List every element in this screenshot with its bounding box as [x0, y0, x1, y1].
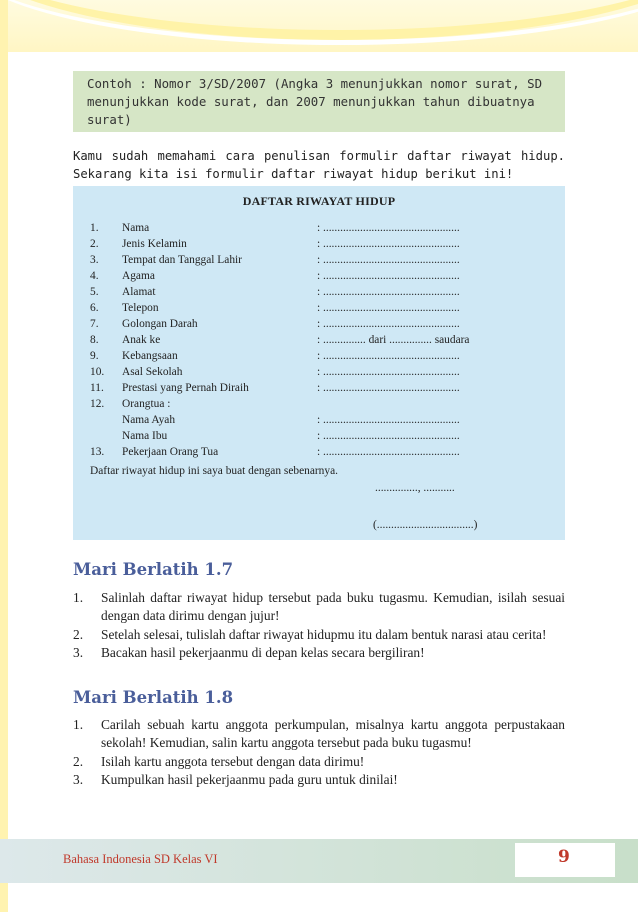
- form-row: [73, 350, 565, 366]
- form-signature-line: (..................................): [373, 519, 478, 531]
- section-heading-1-8: Mari Berlatih 1.8: [73, 688, 234, 707]
- row-value: : ................................................: [317, 222, 460, 234]
- row-number: 10.: [90, 366, 105, 378]
- row-label: Nama Ibu: [122, 430, 168, 442]
- row-value: : ................................................: [317, 318, 460, 330]
- form-row: [73, 254, 565, 270]
- row-value: : ................................................: [317, 382, 460, 394]
- row-number: 11.: [90, 382, 104, 394]
- row-value: : ................................................: [317, 430, 460, 442]
- row-label: Jenis Kelamin: [122, 238, 187, 250]
- form-row: [73, 238, 565, 254]
- exercise-list-1-8: [73, 716, 565, 789]
- list-item: [73, 644, 565, 662]
- decorative-swoosh: [0, 0, 638, 45]
- row-value: : ................................................: [317, 302, 460, 314]
- row-number: 1.: [90, 222, 99, 234]
- row-value: : ................................................: [317, 350, 460, 362]
- row-number: 9.: [90, 350, 99, 362]
- item-text: Salinlah daftar riwayat hidup tersebut pada buku tugasmu. Kemudian, isilah sesuai dengan data dirimu dengan jujur!: [101, 590, 565, 624]
- row-value: : ................................................: [317, 414, 460, 426]
- row-label: Prestasi yang Pernah Diraih: [122, 382, 249, 394]
- row-number: 13.: [90, 446, 105, 458]
- item-number: 3.: [73, 771, 84, 787]
- page-number: 9: [515, 843, 615, 877]
- cv-form: [73, 186, 565, 540]
- list-item: [73, 716, 565, 753]
- row-number: 2.: [90, 238, 99, 250]
- form-statement: Daftar riwayat hidup ini saya buat dengan sebenarnya.: [90, 465, 338, 477]
- form-row: [73, 302, 565, 318]
- row-label: Golongan Darah: [122, 318, 198, 330]
- row-value: : ................................................: [317, 366, 460, 378]
- row-number: 12.: [90, 398, 105, 410]
- row-label: Orangtua :: [122, 398, 171, 410]
- row-label: Telepon: [122, 302, 159, 314]
- form-row: [73, 414, 565, 430]
- form-row: [73, 222, 565, 238]
- item-number: 2.: [73, 753, 84, 769]
- row-number: 5.: [90, 286, 99, 298]
- row-number: 8.: [90, 334, 99, 346]
- intro-paragraph: Kamu sudah memahami cara penulisan formulir daftar riwayat hidup. Sekarang kita isi formulir daftar riwayat hidup berikut ini!: [73, 149, 565, 181]
- row-value: : ................................................: [317, 286, 460, 298]
- row-label: Nama: [122, 222, 150, 234]
- section-heading-1-7: Mari Berlatih 1.7: [73, 560, 234, 579]
- row-label: Kebangsaan: [122, 350, 178, 362]
- item-number: 1.: [73, 717, 84, 732]
- form-row: [73, 430, 565, 446]
- left-decorative-stripe: [0, 0, 8, 912]
- form-title: DAFTAR RIWAYAT HIDUP: [242, 194, 396, 208]
- item-text: Kumpulkan hasil pekerjaanmu pada guru untuk dinilai!: [101, 771, 398, 787]
- example-box: [73, 71, 565, 132]
- footer-book-title: Bahasa Indonesia SD Kelas VI: [63, 852, 218, 866]
- example-text: Contoh : Nomor 3/SD/2007 (Angka 3 menunjukkan nomor surat, SD menunjukkan kode surat, dan 2007 menunjukkan tahun dibuatnya surat): [87, 76, 543, 127]
- row-value: : ................................................: [317, 254, 460, 266]
- item-number: 2.: [73, 626, 84, 642]
- row-value: : ................................................: [317, 238, 460, 250]
- row-label: Anak ke: [122, 334, 161, 346]
- row-number: 7.: [90, 318, 99, 330]
- row-label: Alamat: [122, 286, 156, 298]
- form-row: [73, 270, 565, 286]
- item-number: 1.: [73, 590, 84, 605]
- row-label: Nama Ayah: [122, 414, 176, 426]
- row-number: 3.: [90, 254, 99, 266]
- item-number: 3.: [73, 644, 84, 660]
- item-text: Carilah sebuah kartu anggota perkumpulan, misalnya kartu anggota perpustakaan sekolah! Kemudian, salin kartu anggota tersebut pada buku tugasmu!: [101, 717, 565, 751]
- row-label: Tempat dan Tanggal Lahir: [122, 254, 242, 266]
- list-item: [73, 626, 565, 644]
- row-value: : ............... dari ............... saudara: [317, 334, 470, 346]
- form-row: [73, 446, 565, 462]
- list-item: [73, 771, 565, 789]
- item-text: Setelah selesai, tulislah daftar riwayat hidupmu itu dalam bentuk narasi atau cerita!: [101, 626, 547, 642]
- exercise-list-1-7: [73, 589, 565, 662]
- form-row: [73, 334, 565, 350]
- form-place-date: ..............., ...........: [375, 482, 455, 494]
- row-number: 4.: [90, 270, 99, 282]
- form-row: [73, 382, 565, 398]
- form-row: [73, 286, 565, 302]
- row-value: : ................................................: [317, 270, 460, 282]
- form-row: [73, 398, 565, 414]
- list-item: [73, 589, 565, 626]
- row-number: 6.: [90, 302, 99, 314]
- form-row: [73, 318, 565, 334]
- top-decorative-band: [0, 0, 638, 52]
- row-label: Agama: [122, 270, 155, 282]
- list-item: [73, 753, 565, 771]
- row-value: : ................................................: [317, 446, 460, 458]
- row-label: Asal Sekolah: [122, 366, 183, 378]
- item-text: Isilah kartu anggota tersebut dengan data dirimu!: [101, 753, 365, 769]
- form-row: [73, 366, 565, 382]
- item-text: Bacakan hasil pekerjaanmu di depan kelas secara bergiliran!: [101, 644, 425, 660]
- row-label: Pekerjaan Orang Tua: [122, 446, 219, 458]
